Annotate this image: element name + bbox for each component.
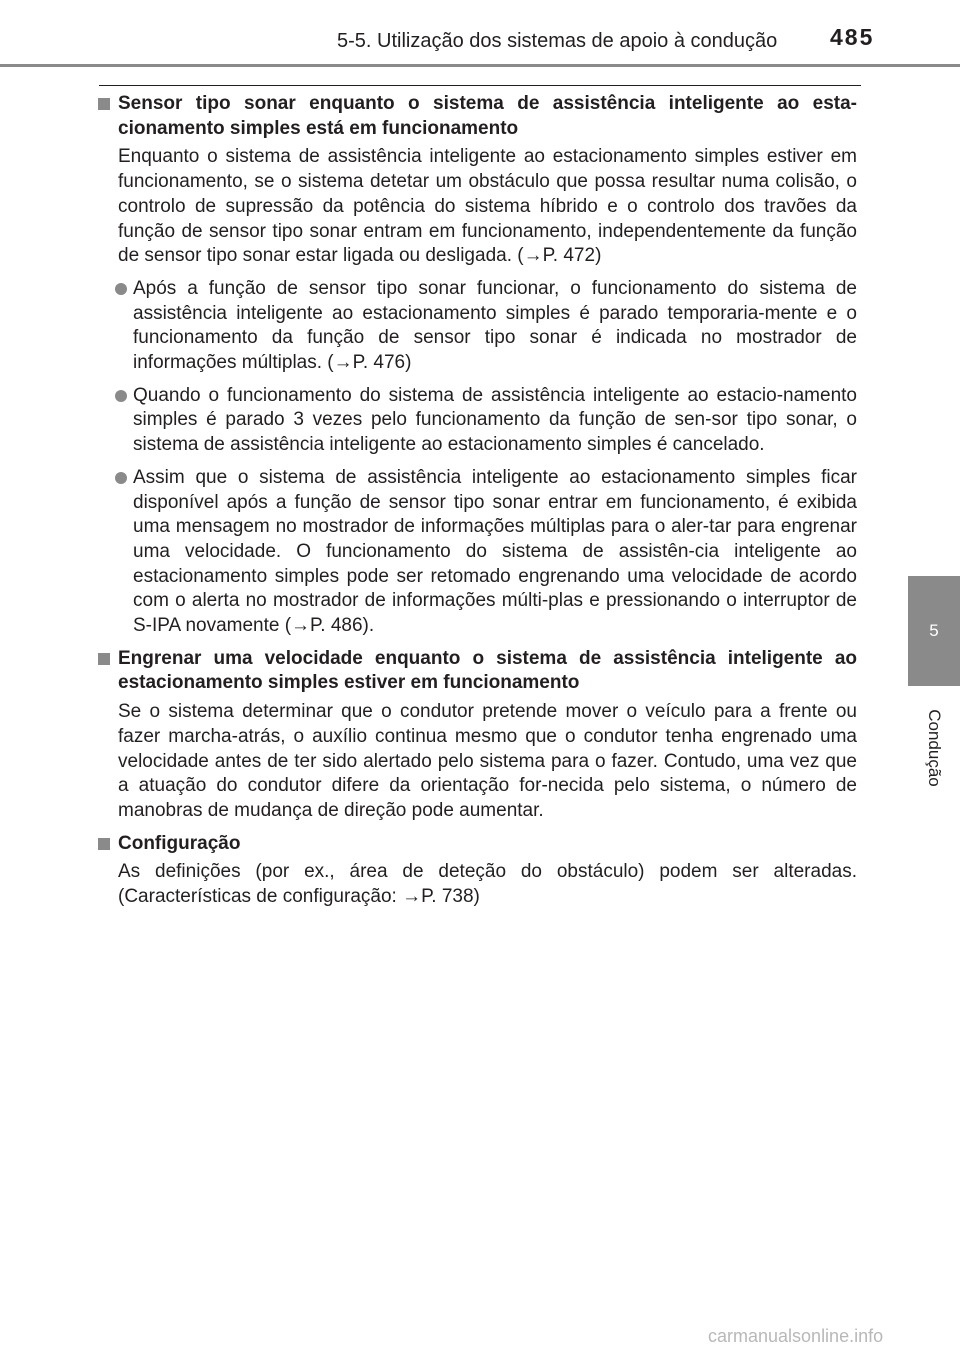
bullet-item (97, 277, 857, 376)
square-bullet-icon (98, 653, 110, 665)
content-top-rule (99, 85, 861, 86)
bullet-item (97, 384, 857, 458)
watermark: carmanualsonline.info (708, 1326, 884, 1346)
square-bullet-icon (98, 838, 110, 850)
bullet-text: Após a função de sensor tipo sonar funcionar, o funcionamento do sistema de assistência inteligente ao estacionamento simples é parado temporaria-mente e o funcionamento da função de sensor tipo sonar é indicada no mostrador de informações múltiplas. (→P. 476) (133, 277, 857, 374)
section-heading-text: Sensor tipo sonar enquanto o sistema de assistência inteligente ao esta-cionamento simples está em funcionamento (118, 93, 857, 139)
section-heading-text: Engrenar uma velocidade enquanto o sistema de assistência inteligente ao estacionamento simples estiver em funcionamento (118, 647, 857, 694)
round-bullet-icon (115, 390, 127, 402)
section-heading-sonar (97, 92, 857, 141)
chapter-tab (908, 576, 960, 686)
header-rule (0, 64, 960, 67)
section-heading-gear (97, 647, 857, 696)
bullet-text: Assim que o sistema de assistência inteligente ao estacionamento simples ficar disponível após a função de sensor tipo sonar entrar em funcionamento, é exibida uma mensagem no mostrador de informações múltiplas para o aler-tar para engrenar uma velocidade. O funcionamento do sistema de assistên-cia inteligente ao estacionamento simples pode ser retomado engrenando uma velocidade de acordo com o alerta no mostrador de informações múlti-plas e pressionando o interruptor de S-IPA novamente (→P. 486). (133, 466, 857, 637)
round-bullet-icon (115, 472, 127, 484)
chapter-number: 5 (929, 621, 939, 640)
chapter-label: Condução (925, 709, 944, 787)
page-content (97, 92, 857, 918)
section-paragraph: As definições (por ex., área de deteção do obstáculo) podem ser alteradas. (Características de configuração: →P. 738) (118, 861, 857, 908)
bullet-item (97, 466, 857, 639)
bullet-text: Quando o funcionamento do sistema de assistência inteligente ao estacio-namento simples é parado 3 vezes pelo funcionamento da função de sen-sor tipo sonar, o sistema de assistência inteligente ao estacionamento simples é cancelado. (133, 384, 857, 456)
section-heading-text: Configuração (118, 832, 241, 854)
section-paragraph: Enquanto o sistema de assistência inteligente ao estacionamento simples estiver em funcionamento, se o sistema detetar um obstáculo que possa resultar numa colisão, o controlo de supressão da potência do sistema híbrido e o controlo dos travões da função de sensor tipo sonar entram em funcionamento, independentemente da função de sensor tipo sonar estar ligada ou desligada. (→P. 472) (118, 146, 857, 267)
section-paragraph: Se o sistema determinar que o condutor pretende mover o veículo para a frente ou fazer marcha-atrás, o auxílio continua mesmo que o condutor tenha engrenado uma velocidade antes de ter sido alertado pelo sistema para o fazer. Contudo, uma vez que a atuação do condutor difere da orientação for-necida pelo sistema, o número de manobras de mudança de direção pode aumentar. (118, 701, 857, 821)
header-section-title: 5-5. Utilização dos sistemas de apoio à condução (337, 30, 778, 52)
round-bullet-icon (115, 283, 127, 295)
section-heading-configuration (97, 832, 857, 857)
page-number: 485 (830, 24, 875, 50)
square-bullet-icon (98, 98, 110, 110)
page-header (0, 0, 960, 66)
